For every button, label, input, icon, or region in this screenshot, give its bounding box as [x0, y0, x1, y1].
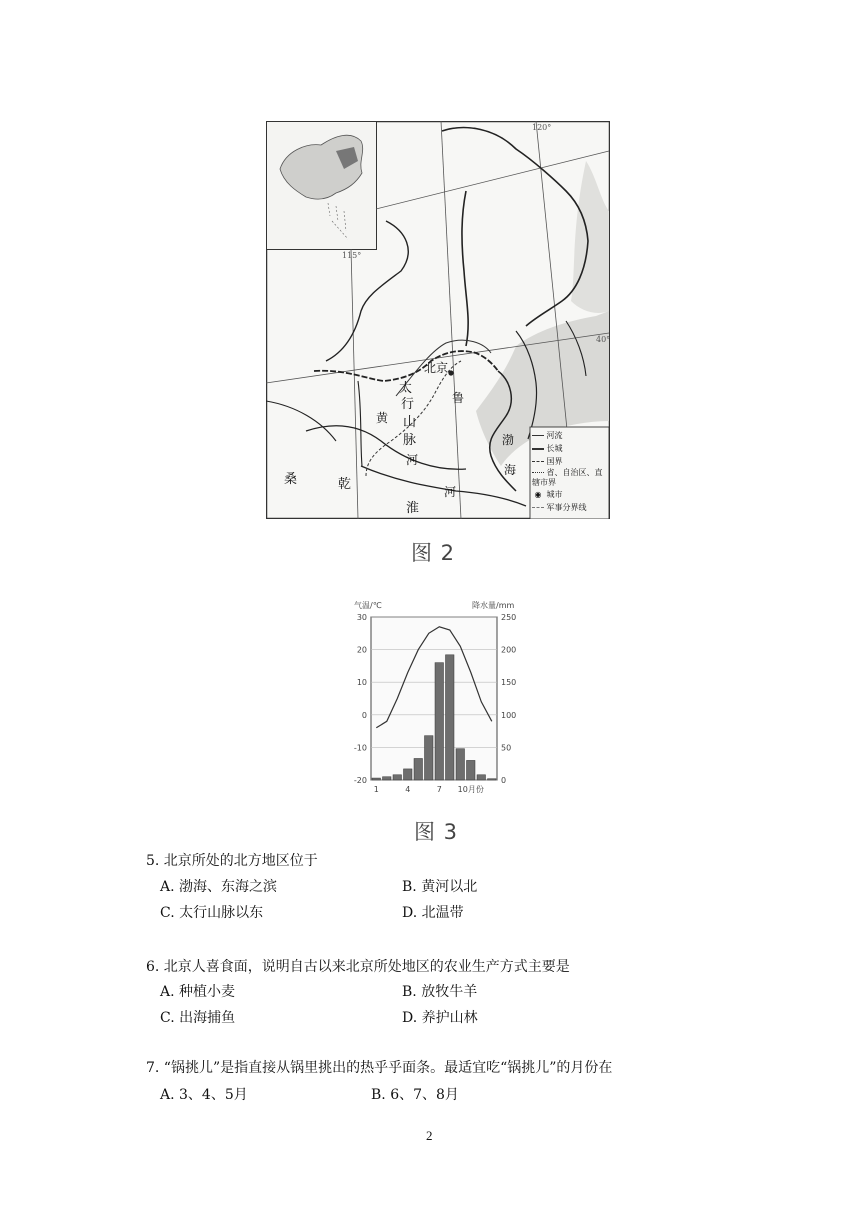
- legend-item-city: ◉ 城市: [534, 490, 563, 499]
- left-tick-label: 30: [356, 613, 367, 622]
- right-tick-label: 150: [501, 678, 517, 688]
- question-5-option-d[interactable]: D. 北温带: [402, 905, 464, 921]
- question-5-option-c[interactable]: C. 太行山脉以东: [160, 905, 264, 921]
- map-label-he-2: 河: [444, 485, 457, 499]
- map-label-lat-40: 40°: [596, 335, 611, 344]
- question-7-stem: 7. “锅挑儿”是指直接从锅里挑出的热乎乎面条。最适宜吃“锅挑儿”的月份在: [146, 1060, 613, 1076]
- precipitation-bar: [393, 775, 402, 780]
- question-6-option-a[interactable]: A. 种植小麦: [160, 984, 236, 1000]
- x-tick-label: 7: [436, 785, 442, 794]
- precipitation-bar: [372, 778, 381, 780]
- question-5-option-a[interactable]: A. 渤海、东海之滨: [160, 879, 278, 895]
- figure-3-caption: 图 3: [414, 820, 459, 844]
- map-label-bo: 渤: [502, 433, 515, 447]
- legend-item-undetermined: 军事分界线: [532, 501, 608, 514]
- precipitation-bar: [467, 760, 476, 780]
- map-label-huai: 淮: [406, 501, 420, 516]
- figure-2-caption: 图 2: [411, 541, 456, 565]
- map-label-gan: 乾: [338, 477, 352, 492]
- legend-item-province: 省、自治区、直辖市界: [532, 468, 603, 487]
- map-legend-list: [532, 429, 608, 514]
- question-5-option-b[interactable]: B. 黄河以北: [402, 879, 478, 895]
- map-label-lon-120: 120°: [532, 123, 552, 132]
- question-6-option-d[interactable]: D. 养护山林: [402, 1010, 478, 1026]
- climate-chart-svg: [340, 592, 520, 806]
- left-tick-label: 20: [356, 645, 367, 655]
- precipitation-bar: [488, 779, 497, 780]
- question-6-stem: 6. 北京人喜食面，说明自古以来北京所处地区的农业生产方式主要是: [146, 959, 570, 975]
- left-axis-label: 气温/℃: [354, 601, 382, 610]
- right-tick-label: 0: [501, 776, 507, 785]
- map-label-lon-115: 115°: [342, 251, 362, 260]
- map-label-taihang-3: 山: [403, 415, 417, 430]
- left-tick-label: -10: [353, 743, 367, 753]
- x-tick-label: 1: [373, 785, 379, 794]
- question-5-stem: 5. 北京所处的北方地区位于: [146, 853, 318, 869]
- precipitation-bar: [446, 655, 455, 780]
- right-tick-label: 100: [501, 710, 517, 720]
- precipitation-bar: [456, 749, 465, 780]
- right-axis-label: 降水量/mm: [472, 601, 515, 610]
- right-tick-label: 50: [501, 743, 512, 753]
- map-label-taihang-1: 太: [399, 381, 413, 396]
- left-tick-label: 0: [361, 710, 367, 720]
- map-label-huang: 黄: [376, 411, 389, 425]
- question-7-option-a[interactable]: A. 3、4、5月: [160, 1087, 248, 1103]
- map-label-he-1: 河: [406, 453, 419, 467]
- map-label-lu: 鲁: [452, 391, 465, 405]
- legend-item-border: 国界: [532, 455, 608, 468]
- map-label-sang: 桑: [284, 472, 298, 487]
- right-tick-label: 200: [501, 645, 517, 655]
- right-tick-label: 250: [501, 613, 517, 622]
- map-label-taihang-2: 行: [401, 397, 415, 412]
- question-7-option-b[interactable]: B. 6、7、8月: [371, 1087, 459, 1103]
- precipitation-bar: [404, 769, 413, 780]
- legend-item-river: 河流: [532, 429, 608, 442]
- x-tick-label: 4: [405, 785, 411, 794]
- map-label-taihang-4: 脉: [403, 433, 417, 448]
- precipitation-bar: [414, 758, 423, 780]
- legend-item-great-wall: 长城: [532, 442, 608, 455]
- precipitation-bar: [435, 663, 444, 780]
- left-tick-label: 10: [356, 678, 367, 688]
- precipitation-bar: [425, 736, 434, 780]
- climate-chart: [340, 592, 520, 806]
- map-figure: [266, 121, 610, 519]
- precipitation-bar: [477, 775, 486, 780]
- page-number: 2: [426, 1128, 433, 1143]
- question-6-option-c[interactable]: C. 出海捕鱼: [160, 1010, 236, 1026]
- question-6-option-b[interactable]: B. 放牧牛羊: [402, 984, 478, 1000]
- precipitation-bar: [383, 777, 392, 780]
- map-label-hai: 海: [504, 463, 517, 477]
- x-tick-label: 10月份: [457, 785, 484, 794]
- map-label-beijing: 北京: [424, 361, 449, 375]
- left-tick-label: -20: [353, 776, 367, 785]
